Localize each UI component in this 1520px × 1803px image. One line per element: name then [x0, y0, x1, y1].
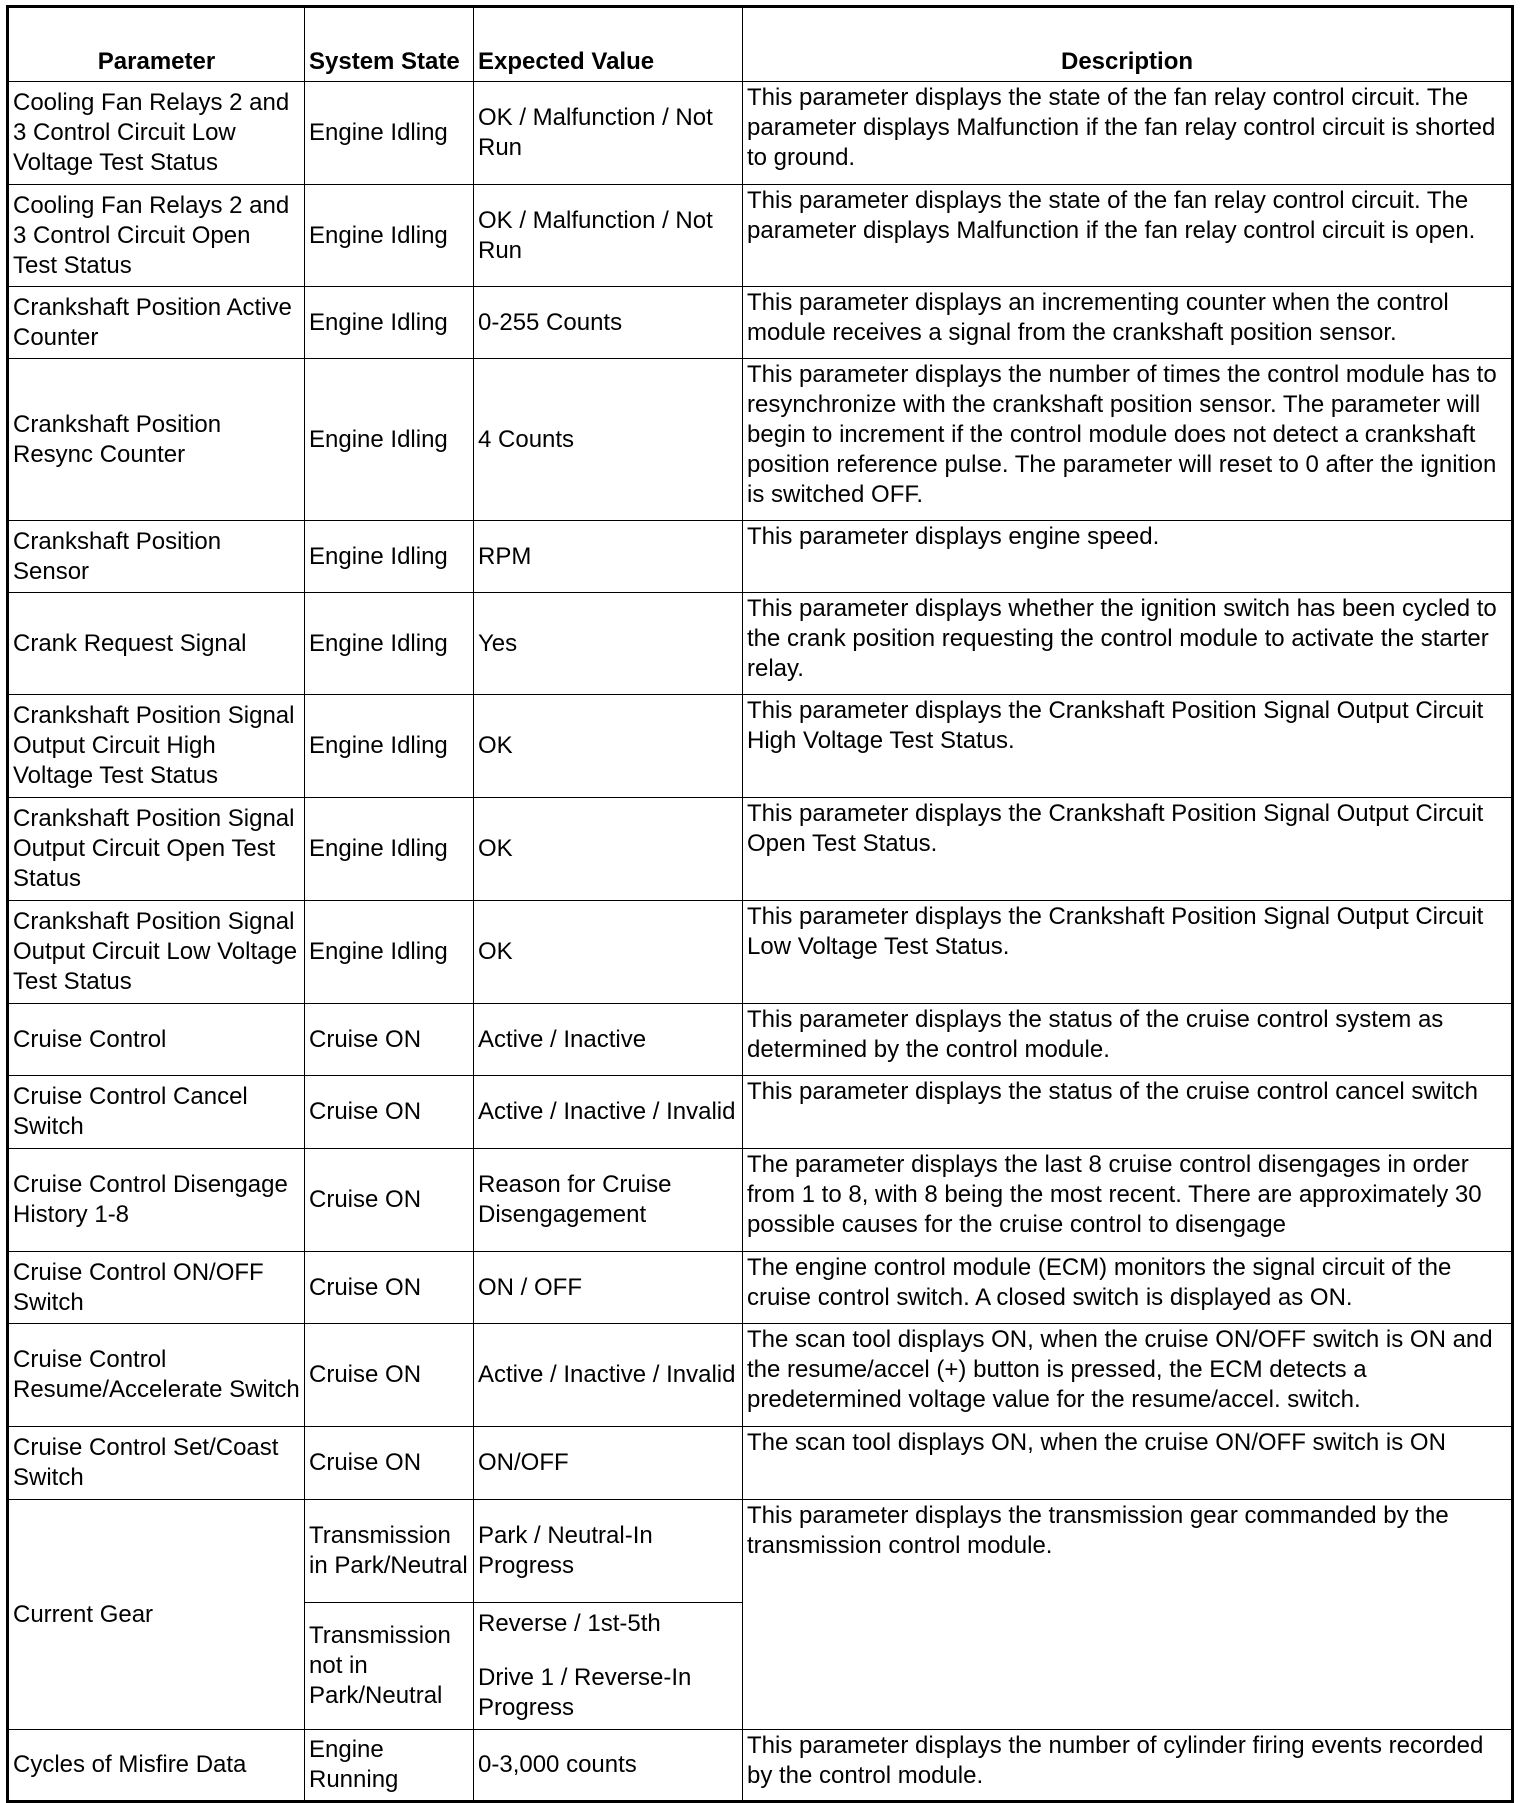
expected-value-cell: OK / Malfunction / Not Run [474, 185, 743, 287]
parameter-cell: Crank Request Signal [8, 593, 305, 695]
system-state-cell: Engine Idling [305, 901, 474, 1004]
expected-value-cell: 0-3,000 counts [474, 1730, 743, 1802]
system-state-cell: Engine Idling [305, 287, 474, 359]
parameter-cell: Current Gear [8, 1500, 305, 1730]
parameter-cell: Crankshaft Position Signal Output Circuit High Voltage Test Status [8, 695, 305, 798]
system-state-cell: Cruise ON [305, 1427, 474, 1500]
parameter-cell: Crankshaft Position Resync Counter [8, 359, 305, 521]
parameter-cell: Cycles of Misfire Data [8, 1730, 305, 1802]
system-state-cell: Engine Idling [305, 185, 474, 287]
system-state-cell: Engine Idling [305, 521, 474, 593]
parameter-cell: Cruise Control Disengage History 1-8 [8, 1149, 305, 1252]
table-row [8, 1427, 1513, 1500]
expected-value-cell: RPM [474, 521, 743, 593]
table-row [8, 1076, 1513, 1149]
system-state-cell: Engine Idling [305, 798, 474, 901]
table-row [8, 1252, 1513, 1324]
system-state-cell: Cruise ON [305, 1149, 474, 1252]
system-state-cell: Engine Idling [305, 695, 474, 798]
header-parameter: Parameter [8, 7, 305, 82]
system-state-cell: Transmission in Park/Neutral [305, 1500, 474, 1603]
expected-value-cell: 4 Counts [474, 359, 743, 521]
expected-value-cell [474, 1603, 743, 1730]
expected-value-cell: ON / OFF [474, 1252, 743, 1324]
description-cell: This parameter displays engine speed. [743, 521, 1513, 593]
expected-value-cell: OK [474, 901, 743, 1004]
description-cell: The engine control module (ECM) monitors the signal circuit of the cruise control switch. A closed switch is displayed as ON. [743, 1252, 1513, 1324]
table-row [8, 798, 1513, 901]
parameter-cell: Crankshaft Position Signal Output Circuit Open Test Status [8, 798, 305, 901]
system-state-cell: Engine Idling [305, 82, 474, 185]
expected-value-cell: Active / Inactive [474, 1004, 743, 1076]
table-row [8, 1004, 1513, 1076]
expected-value-cell: ON/OFF [474, 1427, 743, 1500]
table-row [8, 1730, 1513, 1802]
expected-value-cell: OK [474, 695, 743, 798]
table-row [8, 1149, 1513, 1252]
table-row [8, 185, 1513, 287]
expected-value-line: Drive 1 / Reverse-In Progress [478, 1664, 692, 1721]
parameter-cell: Cruise Control ON/OFF Switch [8, 1252, 305, 1324]
system-state-cell: Engine Idling [305, 593, 474, 695]
table-row [8, 695, 1513, 798]
description-cell: This parameter displays the status of the cruise control cancel switch [743, 1076, 1513, 1149]
description-cell: The scan tool displays ON, when the cruise ON/OFF switch is ON and the resume/accel (+) button is pressed, the ECM detects a predetermined voltage value for the resume/accel. switch. [743, 1324, 1513, 1427]
description-cell: This parameter displays the number of times the control module has to resynchronize with the crankshaft position sensor. The parameter will begin to increment if the control module does not detect a crankshaft position reference pulse. The parameter will reset to 0 after the ignition is switched OFF. [743, 359, 1513, 521]
expected-value-cell: Active / Inactive / Invalid [474, 1076, 743, 1149]
system-state-cell: Engine Idling [305, 359, 474, 521]
expected-value-cell: Reason for Cruise Disengagement [474, 1149, 743, 1252]
header-system-state: System State [305, 7, 474, 82]
table-row [8, 359, 1513, 521]
description-cell: This parameter displays the Crankshaft Position Signal Output Circuit High Voltage Test Status. [743, 695, 1513, 798]
description-cell: This parameter displays the number of cylinder firing events recorded by the control module. [743, 1730, 1513, 1802]
expected-value-cell: OK [474, 798, 743, 901]
description-cell: The scan tool displays ON, when the cruise ON/OFF switch is ON [743, 1427, 1513, 1500]
parameter-cell: Cruise Control Resume/Accelerate Switch [8, 1324, 305, 1427]
table-row [8, 593, 1513, 695]
description-cell: This parameter displays the transmission gear commanded by the transmission control module. [743, 1500, 1513, 1730]
document-page [6, 5, 1511, 1803]
parameter-cell: Cooling Fan Relays 2 and 3 Control Circuit Open Test Status [8, 185, 305, 287]
system-state-cell: Cruise ON [305, 1252, 474, 1324]
table-row [8, 901, 1513, 1004]
system-state-cell: Cruise ON [305, 1004, 474, 1076]
parameter-cell: Cruise Control [8, 1004, 305, 1076]
expected-value-cell: 0-255 Counts [474, 287, 743, 359]
table-row [8, 287, 1513, 359]
description-cell: This parameter displays the status of the cruise control system as determined by the control module. [743, 1004, 1513, 1076]
system-state-cell: Cruise ON [305, 1324, 474, 1427]
parameter-table [6, 5, 1514, 1803]
expected-value-cell: Yes [474, 593, 743, 695]
header-description: Description [743, 7, 1513, 82]
system-state-cell: Transmission not in Park/Neutral [305, 1603, 474, 1730]
table-row [8, 1324, 1513, 1427]
description-cell: This parameter displays an incrementing counter when the control module receives a signal from the crankshaft position sensor. [743, 287, 1513, 359]
header-expected-value: Expected Value [474, 7, 743, 82]
description-cell: This parameter displays whether the ignition switch has been cycled to the crank position requesting the control module to activate the starter relay. [743, 593, 1513, 695]
system-state-cell: Cruise ON [305, 1076, 474, 1149]
system-state-cell: Engine Running [305, 1730, 474, 1802]
table-row [8, 521, 1513, 593]
parameter-cell: Crankshaft Position Active Counter [8, 287, 305, 359]
description-cell: This parameter displays the state of the fan relay control circuit. The parameter displays Malfunction if the fan relay control circuit is shorted to ground. [743, 82, 1513, 185]
expected-value-cell: Active / Inactive / Invalid [474, 1324, 743, 1427]
description-cell: This parameter displays the Crankshaft Position Signal Output Circuit Low Voltage Test Status. [743, 901, 1513, 1004]
description-cell: This parameter displays the state of the fan relay control circuit. The parameter displays Malfunction if the fan relay control circuit is open. [743, 185, 1513, 287]
parameter-cell: Cruise Control Set/Coast Switch [8, 1427, 305, 1500]
expected-value-cell [474, 1500, 743, 1603]
header-row [8, 7, 1513, 82]
table-row [8, 82, 1513, 185]
description-cell: The parameter displays the last 8 cruise control disengages in order from 1 to 8, with 8 being the most recent. There are approximately 30 possible causes for the cruise control to disengage [743, 1149, 1513, 1252]
parameter-cell: Crankshaft Position Signal Output Circuit Low Voltage Test Status [8, 901, 305, 1004]
expected-value-line: Reverse / 1st-5th [478, 1610, 661, 1637]
description-cell: This parameter displays the Crankshaft Position Signal Output Circuit Open Test Status. [743, 798, 1513, 901]
expected-value-line: Park / Neutral-In Progress [478, 1522, 653, 1579]
parameter-cell: Crankshaft Position Sensor [8, 521, 305, 593]
parameter-cell: Cruise Control Cancel Switch [8, 1076, 305, 1149]
parameter-cell: Cooling Fan Relays 2 and 3 Control Circuit Low Voltage Test Status [8, 82, 305, 185]
expected-value-cell: OK / Malfunction / Not Run [474, 82, 743, 185]
table-row [8, 1500, 1513, 1603]
